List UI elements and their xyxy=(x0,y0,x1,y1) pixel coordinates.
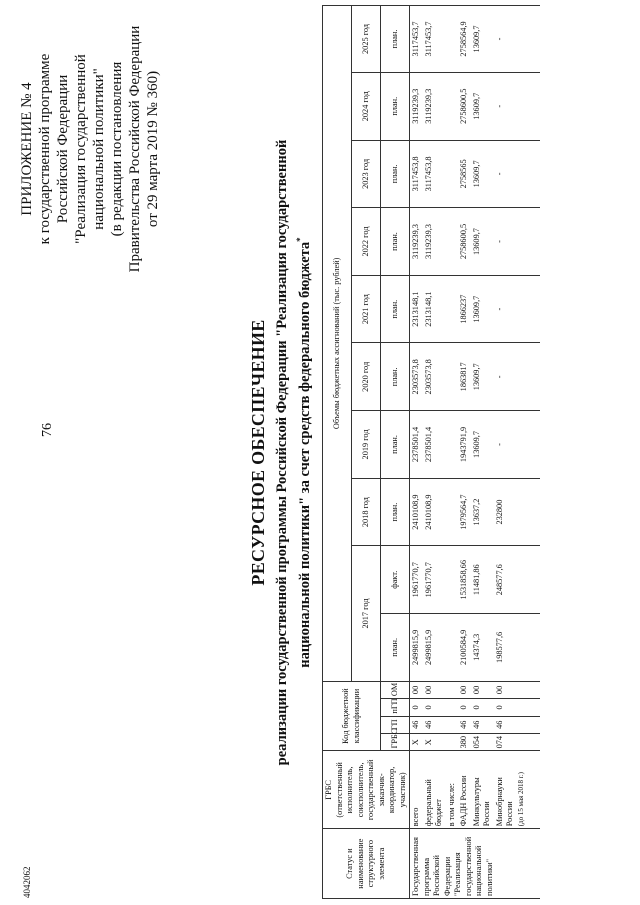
header-volumes: Объемы бюджетных ассигнований (тыс. рублей) xyxy=(323,6,352,682)
value-cell: 3117453,7 xyxy=(410,6,423,73)
value-cell: 11481,86 xyxy=(471,546,494,614)
code-cell: X xyxy=(410,733,423,750)
table-row xyxy=(423,6,446,899)
value-cell: 2758564,9 xyxy=(458,6,471,73)
appendix-number: ПРИЛОЖЕНИЕ № 4 xyxy=(19,82,35,216)
value-cell: - xyxy=(494,208,541,276)
value-cell: 13609,7 xyxy=(471,6,494,73)
value-cell: - xyxy=(494,140,541,208)
grbs-cell: ФАДН России xyxy=(458,751,471,829)
code-cell: 0 xyxy=(423,699,446,716)
table-row xyxy=(458,6,471,899)
header-code-group: Код бюджетной классификации xyxy=(323,681,381,751)
value-cell: 13637,2 xyxy=(471,478,494,546)
subtitle-line: национальной политики" за счет средств федерального бюджета xyxy=(296,241,313,668)
header-year: 2019 год xyxy=(352,411,381,479)
document-title: РЕСУРСНОЕ ОБЕСПЕЧЕНИЕ xyxy=(248,319,268,586)
table-header xyxy=(323,6,410,899)
header-year: 2025 год xyxy=(352,6,381,73)
page-number: 76 xyxy=(40,423,55,437)
value-cell: 13609,7 xyxy=(471,411,494,479)
header-code: пГП xyxy=(381,699,410,716)
code-cell: 0 xyxy=(494,699,541,716)
code-cell: 46 xyxy=(423,716,446,733)
appendix-line: Правительства Российской Федерации xyxy=(127,25,143,273)
value-cell: - xyxy=(494,411,541,479)
value-cell: 3117453,8 xyxy=(410,140,423,208)
header-plan: план. xyxy=(381,140,410,208)
code-cell xyxy=(446,716,459,733)
header-plan: план. xyxy=(381,411,410,479)
value-cell: 3117453,8 xyxy=(423,140,446,208)
value-cell: 3119239,3 xyxy=(410,72,423,140)
value-cell xyxy=(446,546,459,614)
grbs-note: (до 15 мая 2018 г.) xyxy=(516,772,525,827)
header-code: ГП xyxy=(381,716,410,733)
value-cell xyxy=(446,411,459,479)
value-cell: 2303573,8 xyxy=(423,343,446,411)
header-plan: план. xyxy=(381,72,410,140)
header-plan: план. xyxy=(381,6,410,73)
budget-table xyxy=(322,5,540,899)
code-cell xyxy=(446,733,459,750)
header-status: Статус и наименование структурного элемента xyxy=(323,829,410,899)
value-cell: 2313148,1 xyxy=(410,275,423,343)
code-cell: 0 xyxy=(458,699,471,716)
grbs-cell: Минкультуры России xyxy=(471,751,494,829)
value-cell: 13609,7 xyxy=(471,275,494,343)
value-cell: 3117453,7 xyxy=(423,6,446,73)
code-cell: 46 xyxy=(494,716,541,733)
appendix-line: национальной политики" xyxy=(91,68,107,230)
code-cell: 00 xyxy=(471,681,494,698)
value-cell: 13609,7 xyxy=(471,140,494,208)
value-cell xyxy=(446,208,459,276)
code-cell: 46 xyxy=(458,716,471,733)
header-code: ОМ xyxy=(381,681,410,698)
value-cell: 3119239,3 xyxy=(410,208,423,276)
code-cell: 46 xyxy=(410,716,423,733)
header-plan: план. xyxy=(381,343,410,411)
header-year: 2022 год xyxy=(352,208,381,276)
header-plan: план. xyxy=(381,614,410,682)
value-cell: 2499815,9 xyxy=(410,614,423,682)
value-cell: 1943791,9 xyxy=(458,411,471,479)
value-cell: 2378501,4 xyxy=(410,411,423,479)
table-row xyxy=(446,6,459,899)
code-cell: X xyxy=(423,733,446,750)
value-cell: 2313148,1 xyxy=(423,275,446,343)
value-cell: 2410108,9 xyxy=(423,478,446,546)
document-code: 4042062 xyxy=(22,866,32,898)
appendix-line: (в редакции постановления xyxy=(109,61,125,237)
code-cell: 074 xyxy=(494,733,541,750)
value-cell: 2499815,9 xyxy=(423,614,446,682)
appendix-block xyxy=(18,14,162,284)
value-cell: 1961770,7 xyxy=(410,546,423,614)
header-plan: план. xyxy=(381,208,410,276)
value-cell: 1531858,66 xyxy=(458,546,471,614)
status-cell: Государственная программа Российской Федерации "Реализация государственной национальной политики" xyxy=(410,829,541,899)
appendix-line: "Реализация государственной xyxy=(73,54,89,244)
header-code: ГРБС xyxy=(381,733,410,750)
value-cell: - xyxy=(494,6,541,73)
value-cell xyxy=(446,614,459,682)
value-cell: 2758565 xyxy=(458,140,471,208)
code-cell xyxy=(446,681,459,698)
title-block xyxy=(248,120,314,785)
value-cell: - xyxy=(494,275,541,343)
code-cell: 0 xyxy=(471,699,494,716)
appendix-line: Российской Федерации xyxy=(55,74,71,224)
grbs-cell: федеральный бюджет xyxy=(423,751,446,829)
value-cell xyxy=(446,6,459,73)
value-cell xyxy=(446,478,459,546)
table-row xyxy=(471,6,494,899)
code-cell xyxy=(446,699,459,716)
grbs-cell: в том числе: xyxy=(446,751,459,829)
value-cell: 13609,7 xyxy=(471,72,494,140)
value-cell xyxy=(446,275,459,343)
grbs-name: Минобрнауки России xyxy=(494,777,514,827)
header-year: 2018 год xyxy=(352,478,381,546)
value-cell: 13609,7 xyxy=(471,208,494,276)
code-cell: 054 xyxy=(471,733,494,750)
value-cell: 3119239,3 xyxy=(423,208,446,276)
header-year: 2017 год xyxy=(352,546,381,681)
value-cell: 14374,3 xyxy=(471,614,494,682)
header-year: 2021 год xyxy=(352,275,381,343)
appendix-line: от 29 марта 2019 № 360) xyxy=(145,70,161,228)
value-cell: 13609,7 xyxy=(471,343,494,411)
grbs-cell: всего xyxy=(410,751,423,829)
header-year: 2023 год xyxy=(352,140,381,208)
value-cell: 232800 xyxy=(494,478,541,546)
footnote-mark: * xyxy=(295,237,305,242)
value-cell xyxy=(446,140,459,208)
value-cell: 1863817 xyxy=(458,343,471,411)
value-cell: 2303573,8 xyxy=(410,343,423,411)
header-plan: план. xyxy=(381,275,410,343)
grbs-cell xyxy=(494,751,541,829)
value-cell: 1979564,7 xyxy=(458,478,471,546)
header-year: 2024 год xyxy=(352,72,381,140)
value-cell: 2758600,5 xyxy=(458,208,471,276)
value-cell: 1866237 xyxy=(458,275,471,343)
code-cell: 00 xyxy=(458,681,471,698)
value-cell: 2378501,4 xyxy=(423,411,446,479)
table-body xyxy=(410,6,541,899)
value-cell: 2758600,5 xyxy=(458,72,471,140)
header-grbs: ГРБС (ответственный исполнитель, соисполнитель, государственный заказчик-координатор, участник) xyxy=(323,751,410,829)
value-cell: 3119239,3 xyxy=(423,72,446,140)
code-cell: 380 xyxy=(458,733,471,750)
code-cell: 0 xyxy=(410,699,423,716)
code-cell: 00 xyxy=(410,681,423,698)
value-cell xyxy=(446,343,459,411)
code-cell: 46 xyxy=(471,716,494,733)
header-plan: план. xyxy=(381,478,410,546)
value-cell: 2100584,9 xyxy=(458,614,471,682)
header-fact: факт. xyxy=(381,546,410,614)
header-year: 2020 год xyxy=(352,343,381,411)
document-subtitle xyxy=(273,120,314,785)
subtitle-line: реализации государственной программы Российской Федерации "Реализация государственной xyxy=(274,139,290,766)
value-cell: 1961770,7 xyxy=(423,546,446,614)
value-cell: 198577,6 xyxy=(494,614,541,682)
value-cell xyxy=(446,72,459,140)
value-cell: - xyxy=(494,343,541,411)
table-row xyxy=(494,6,541,899)
value-cell: - xyxy=(494,72,541,140)
table-row xyxy=(410,6,423,899)
code-cell: 00 xyxy=(494,681,541,698)
appendix-line: к государственной программе xyxy=(37,53,53,245)
code-cell: 00 xyxy=(423,681,446,698)
value-cell: 248577,6 xyxy=(494,546,541,614)
value-cell: 2410108,9 xyxy=(410,478,423,546)
